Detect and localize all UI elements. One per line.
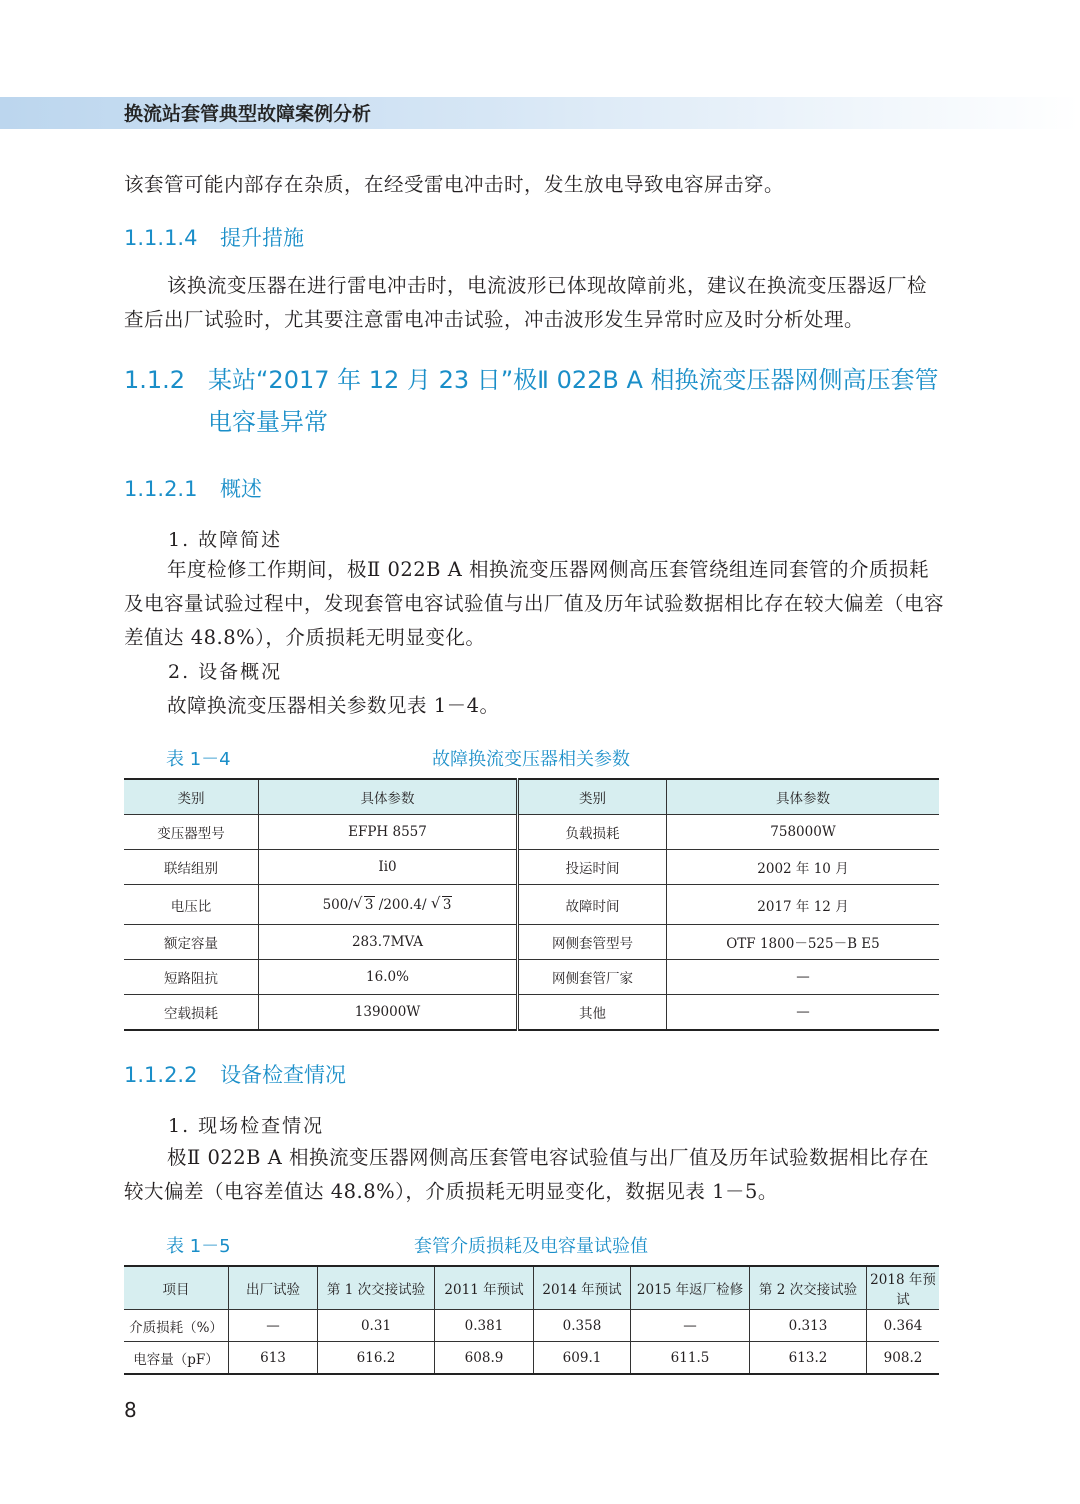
table-1-5 <box>124 1265 939 1375</box>
heading-title: 某站“2017 年 12 月 23 日”极Ⅱ 022B A 相换流变压器网侧高压套管电容量异常 <box>208 366 939 436</box>
table-cell: 介质损耗（%） <box>124 1310 229 1342</box>
heading-title: 设备检查情况 <box>220 1063 346 1087</box>
heading-number: 1.1.1.4 <box>124 226 198 250</box>
table-cell: 0.364 <box>867 1310 940 1342</box>
table-cell: 联结组别 <box>124 850 259 885</box>
header-cell: 具体参数 <box>259 779 518 815</box>
heading-number: 1.1.2.1 <box>124 477 198 501</box>
header-cell: 第 2 次交接试验 <box>750 1266 867 1310</box>
table-cell: 电压比 <box>124 885 259 925</box>
table-1-4-label: 表 1－4 <box>166 749 231 770</box>
table-cell: 空载损耗 <box>124 995 259 1031</box>
table-cell: 额定容量 <box>124 925 259 960</box>
table-cell: — <box>667 960 940 995</box>
list-item-site-inspection: 1. 现场检查情况 <box>168 1115 325 1137</box>
table-row <box>124 1342 939 1375</box>
table-cell: 投运时间 <box>518 850 667 885</box>
paragraph-3: 年度检修工作期间，极Ⅱ 022B A 相换流变压器网侧高压套管绕组连同套管的介质损耗及电容量试验过程中，发现套管电容试验值与出厂值及历年试验数据相比存在较大偏差（电容差值达 48.8%），介质损耗无明显变化。 <box>124 558 945 649</box>
table-cell: — <box>631 1310 750 1342</box>
sqrt-symbol <box>433 897 453 913</box>
header-cell: 2015 年返厂检修 <box>631 1266 750 1310</box>
sqrt-radicand: 3 <box>442 896 452 913</box>
table-cell: 短路阻抗 <box>124 960 259 995</box>
paragraph-2: 该换流变压器在进行雷电冲击时，电流波形已体现故障前兆，建议在换流变压器返厂检查后出厂试验时，尤其要注意雷电冲击试验，冲击波形发生异常时应及时分析处理。 <box>124 274 928 331</box>
heading-title: 提升措施 <box>220 226 304 250</box>
table-cell: 2017 年 12 月 <box>667 885 940 925</box>
table-cell: — <box>667 995 940 1031</box>
table-cell: 758000W <box>667 815 940 850</box>
voltage-ratio-part: 500/ <box>322 896 353 913</box>
table-cell: 283.7MVA <box>259 925 518 960</box>
paragraph-5: 极Ⅱ 022B A 相换流变压器网侧高压套管电容试验值与出厂值及历年试验数据相比存在较大偏差（电容差值达 48.8%），介质损耗无明显变化，数据见表 1－5。 <box>124 1146 929 1203</box>
table-cell: — <box>229 1310 318 1342</box>
running-title: 换流站套管典型故障案例分析 <box>124 103 372 125</box>
table-cell: 0.381 <box>435 1310 534 1342</box>
table-cell: 0.358 <box>534 1310 631 1342</box>
voltage-ratio-part: /200.4/ <box>374 896 431 913</box>
table-row <box>124 925 939 960</box>
header-cell: 2018 年预试 <box>867 1266 940 1310</box>
table-cell: 变压器型号 <box>124 815 259 850</box>
header-cell: 2011 年预试 <box>435 1266 534 1310</box>
table-row <box>124 995 939 1031</box>
voltage-ratio-cell <box>259 885 518 925</box>
table-cell: 613.2 <box>750 1342 867 1375</box>
heading-1-1-2 <box>124 359 954 443</box>
table-cell: Ii0 <box>259 850 518 885</box>
paragraph-4: 故障换流变压器相关参数见表 1－4。 <box>167 694 500 717</box>
table-cell: 网侧套管厂家 <box>518 960 667 995</box>
table-1-5-label: 表 1－5 <box>166 1236 231 1257</box>
heading-number: 1.1.2 <box>124 366 186 394</box>
paragraph-1: 该套管可能内部存在杂质，在经受雷电冲击时，发生放电导致电容屏击穿。 <box>124 173 785 196</box>
table-cell: 908.2 <box>867 1342 940 1375</box>
sqrt-radicand: 3 <box>364 896 374 913</box>
heading-number: 1.1.2.2 <box>124 1063 198 1087</box>
table-1-4 <box>124 778 939 1031</box>
table-cell: 负载损耗 <box>518 815 667 850</box>
table-row <box>124 815 939 850</box>
header-cell: 类别 <box>124 779 259 815</box>
table-header-row <box>124 779 939 815</box>
list-item-fault-summary: 1. 故障简述 <box>168 529 283 551</box>
heading-1-1-2-2 <box>124 1059 346 1089</box>
table-cell: 608.9 <box>435 1342 534 1375</box>
header-cell: 具体参数 <box>667 779 940 815</box>
table-cell: 611.5 <box>631 1342 750 1375</box>
table-cell: OTF 1800－525－B E5 <box>667 925 940 960</box>
page-number: 8 <box>124 1398 137 1422</box>
header-cell: 第 1 次交接试验 <box>318 1266 435 1310</box>
heading-title: 概述 <box>220 477 262 501</box>
table-1-5-caption: 套管介质损耗及电容量试验值 <box>414 1236 648 1257</box>
table-cell: 16.0% <box>259 960 518 995</box>
table-cell: 故障时间 <box>518 885 667 925</box>
header-cell: 项目 <box>124 1266 229 1310</box>
table-1-4-caption: 故障换流变压器相关参数 <box>432 749 630 770</box>
header-cell: 类别 <box>518 779 667 815</box>
table-cell: 电容量（pF） <box>124 1342 229 1375</box>
table-row <box>124 850 939 885</box>
table-row <box>124 885 939 925</box>
table-cell: 0.313 <box>750 1310 867 1342</box>
table-row <box>124 960 939 995</box>
table-cell: 609.1 <box>534 1342 631 1375</box>
table-cell: 0.31 <box>318 1310 435 1342</box>
table-cell: 139000W <box>259 995 518 1031</box>
sqrt-symbol <box>355 897 375 913</box>
table-row <box>124 1310 939 1342</box>
table-cell: 其他 <box>518 995 667 1031</box>
heading-1-1-1-4 <box>124 222 304 252</box>
table-cell: 616.2 <box>318 1342 435 1375</box>
list-item-equipment-overview: 2. 设备概况 <box>168 661 283 683</box>
table-cell: 613 <box>229 1342 318 1375</box>
header-cell: 2014 年预试 <box>534 1266 631 1310</box>
header-cell: 出厂试验 <box>229 1266 318 1310</box>
running-header <box>0 97 1080 129</box>
heading-1-1-2-1 <box>124 473 262 503</box>
table-header-row <box>124 1266 939 1310</box>
table-cell: 2002 年 10 月 <box>667 850 940 885</box>
table-cell: 网侧套管型号 <box>518 925 667 960</box>
table-cell: EFPH 8557 <box>259 815 518 850</box>
